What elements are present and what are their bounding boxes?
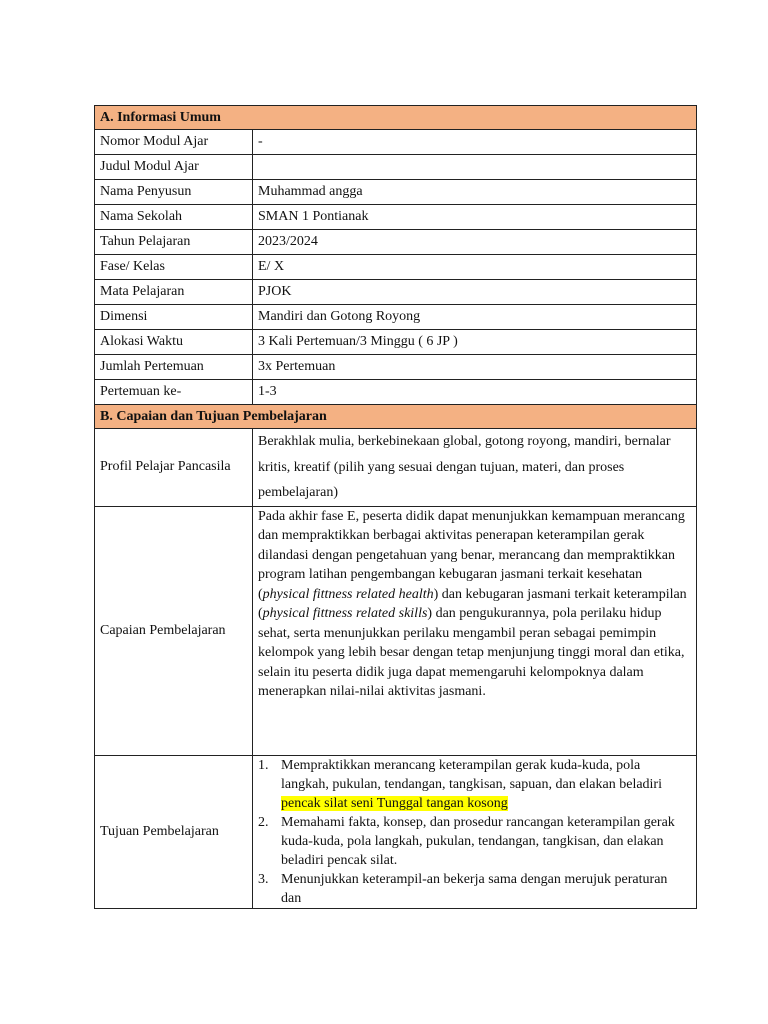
info-row — [95, 205, 697, 230]
capaian-italic-2: physical fittness related skills — [262, 606, 428, 621]
info-value: Muhammad angga — [253, 180, 697, 205]
info-value: 3x Pertemuan — [253, 355, 697, 380]
tujuan-item — [258, 870, 691, 908]
tujuan-value — [253, 755, 697, 908]
capaian-text-1: Pada akhir fase E, peserta didik dapat menunjukkan kemampuan merancang dan mempraktikkan berbagai aktivitas penerapan keterampilan gerak dilandasi dengan pengetahuan yang benar, merancang dan mempraktikkan program latihan pengembangan kebugaran jasmani terkait kesehatan ( — [258, 508, 685, 602]
tujuan-list — [258, 756, 691, 908]
capaian-italic-1: physical fittness related health — [262, 586, 434, 602]
capaian-label: Capaian Pembelajaran — [95, 506, 253, 755]
info-row — [95, 130, 697, 155]
info-value: 3 Kali Pertemuan/3 Minggu ( 6 JP ) — [253, 330, 697, 355]
info-value: PJOK — [253, 280, 697, 305]
info-label: Pertemuan ke- — [95, 380, 253, 405]
capaian-text-3: ) dan pengukurannya, pola perilaku hidup sehat, serta menunjukkan perilaku mengambil peran sebagai pemimpin kelompok yang lebih besar dengan tetap menjunjung tinggi moral dan etika, selain itu peserta didik juga dapat memengaruhi kelompoknya dalam menerapkan nilai-nilai aktivitas jasmani. — [258, 606, 685, 699]
section-a-title: A. Informasi Umum — [95, 106, 697, 130]
tujuan-label: Tujuan Pembelajaran — [95, 755, 253, 908]
tujuan-item-text: Menunjukkan keterampil-an bekerja sama dengan merujuk peraturan dan — [281, 871, 668, 906]
tujuan-item-number: 3. — [258, 871, 269, 887]
section-a-header — [95, 106, 697, 130]
info-value — [253, 155, 697, 180]
info-row — [95, 305, 697, 330]
info-label: Nama Penyusun — [95, 180, 253, 205]
info-row — [95, 380, 697, 405]
profil-pelajar-row — [95, 429, 697, 507]
section-b-header — [95, 405, 697, 429]
tujuan-item — [258, 813, 691, 870]
info-row — [95, 255, 697, 280]
info-row — [95, 355, 697, 380]
info-label: Alokasi Waktu — [95, 330, 253, 355]
tujuan-item-number: 1. — [258, 757, 269, 773]
info-value: - — [253, 130, 697, 155]
info-label: Tahun Pelajaran — [95, 230, 253, 255]
capaian-text-2: ) dan kebugaran jasmani terkait keterampilan ( — [258, 586, 687, 621]
info-label: Fase/ Kelas — [95, 255, 253, 280]
profil-label: Profil Pelajar Pancasila — [95, 429, 253, 507]
info-row — [95, 155, 697, 180]
info-row — [95, 330, 697, 355]
info-label: Nomor Modul Ajar — [95, 130, 253, 155]
info-value: SMAN 1 Pontianak — [253, 205, 697, 230]
module-info-table — [94, 105, 697, 909]
info-value: 1-3 — [253, 380, 697, 405]
capaian-value — [253, 506, 697, 755]
profil-value: Berakhlak mulia, berkebinekaan global, gotong royong, mandiri, bernalar kritis, kreatif (pilih yang sesuai dengan tujuan, materi, dan proses pembelajaran) — [253, 429, 697, 507]
info-value: Mandiri dan Gotong Royong — [253, 305, 697, 330]
section-b-title: B. Capaian dan Tujuan Pembelajaran — [95, 405, 697, 429]
tujuan-item-number: 2. — [258, 814, 269, 830]
highlighted-text: pencak silat seni Tunggal tangan kosong — [281, 795, 508, 811]
tujuan-item-text: Memahami fakta, konsep, dan prosedur rancangan keterampilan gerak kuda-kuda, pola langkah, pukulan, tendangan, tangkisan, dan elakan beladiri pencak silat. — [281, 814, 675, 868]
info-label: Dimensi — [95, 305, 253, 330]
tujuan-item-text: Mempraktikkan merancang keterampilan gerak kuda-kuda, pola langkah, pukulan, tendangan, tangkisan, sapuan, dan elakan beladiri — [281, 757, 662, 792]
info-label: Jumlah Pertemuan — [95, 355, 253, 380]
info-row — [95, 230, 697, 255]
info-label: Mata Pelajaran — [95, 280, 253, 305]
info-value: 2023/2024 — [253, 230, 697, 255]
tujuan-item — [258, 756, 691, 813]
info-value: E/ X — [253, 255, 697, 280]
info-row — [95, 180, 697, 205]
tujuan-row — [95, 755, 697, 908]
info-row — [95, 280, 697, 305]
capaian-row — [95, 506, 697, 755]
info-label: Judul Modul Ajar — [95, 155, 253, 180]
info-label: Nama Sekolah — [95, 205, 253, 230]
